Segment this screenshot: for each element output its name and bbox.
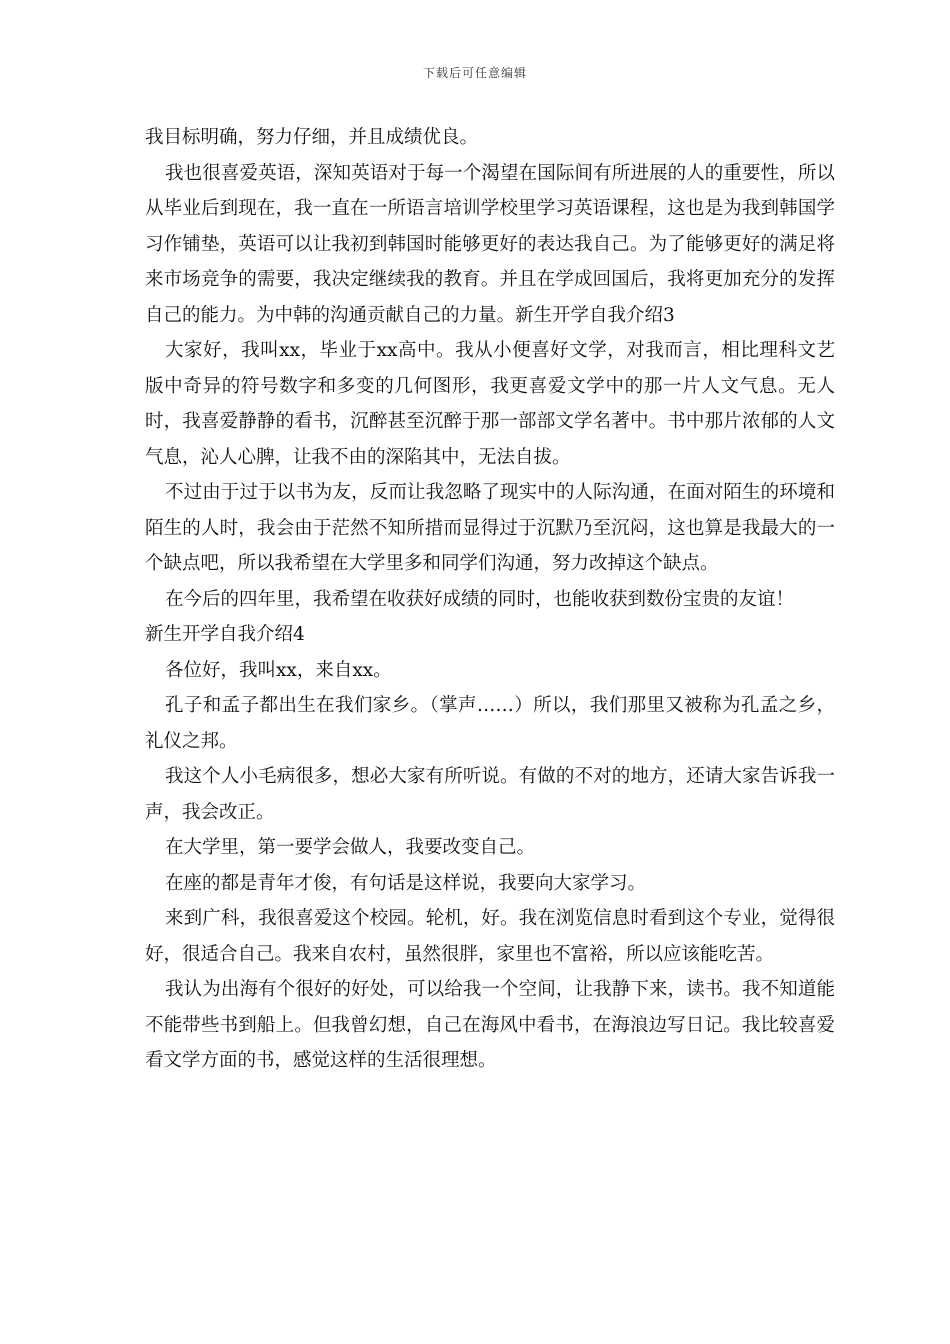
document-body [145, 120, 835, 1079]
paragraph-8: 孔子和孟子都出生在我们家乡。（掌声……）所以，我们那里又被称为孔孟之乡，礼仪之邦。 [145, 695, 835, 752]
paragraph-13: 我认为出海有个很好的好处，可以给我一个空间，让我静下来，读书。我不知道能不能带些书到船上。但我曾幻想，自己在海风中看书，在海浪边写日记。我比较喜爱看文学方面的书，感觉这样的生活很理想。 [145, 979, 835, 1071]
paragraph-4: 不过由于过于以书为友，反而让我忽略了现实中的人际沟通，在面对陌生的环境和陌生的人时，我会由于茫然不知所措而显得过于沉默乃至沉闷，这也算是我最大的一个缺点吧，所以我希望在大学里多和同学们沟通，努力改掉这个缺点。 [145, 482, 835, 574]
paragraph-3: 大家好，我叫xx，毕业于xx高中。我从小便喜好文学，对我而言，相比理科文艺版中奇异的符号数字和多变的几何图形，我更喜爱文学中的那一片人文气息。无人时，我喜爱静静的看书，沉醉甚至沉醉于那一部部文学名著中。书中那片浓郁的人文气息，沁人心脾，让我不由的深陷其中，无法自拔。 [145, 340, 835, 468]
paragraph-5: 在今后的四年里，我希望在收获好成绩的同时，也能收获到数份宝贵的友谊！ [165, 588, 795, 610]
paragraph-10: 在大学里，第一要学会做人，我要改变自己。 [165, 837, 536, 858]
paragraph-2: 我也很喜爱英语，深知英语对于每一个渴望在国际间有所进展的人的重要性，所以从毕业后到现在，我一直在一所语言培训学校里学习英语课程，这也是为我到韩国学习作铺垫，英语可以让我初到韩国时能够更好的表达我自己。为了能够更好的满足将来市场竞争的需要，我决定继续我的教育。并且在学成回国后，我将更加充分的发挥自己的能力。为中韩的沟通贡献自己的力量。新生开学自我介绍3 [145, 162, 835, 326]
paragraph-1: 我目标明确，努力仔细，并且成绩优良。 [145, 127, 479, 148]
paragraph-7: 各位好，我叫xx，来自xx。 [165, 659, 392, 681]
header-note: 下载后可任意编辑 [422, 66, 527, 80]
paragraph-12: 来到广科，我很喜爱这个校园。轮机，好。我在浏览信息时看到这个专业，觉得很好，很适合自己。我来自农村，虽然很胖，家里也不富裕，所以应该能吃苦。 [145, 908, 835, 965]
section-heading-4: 新生开学自我介绍4 [145, 624, 305, 645]
paragraph-9: 我这个人小毛病很多，想必大家有所听说。有做的不对的地方，还请大家告诉我一声，我会改正。 [145, 766, 835, 823]
paragraph-11: 在座的都是青年才俊，有句话是这样说，我要向大家学习。 [165, 872, 647, 894]
